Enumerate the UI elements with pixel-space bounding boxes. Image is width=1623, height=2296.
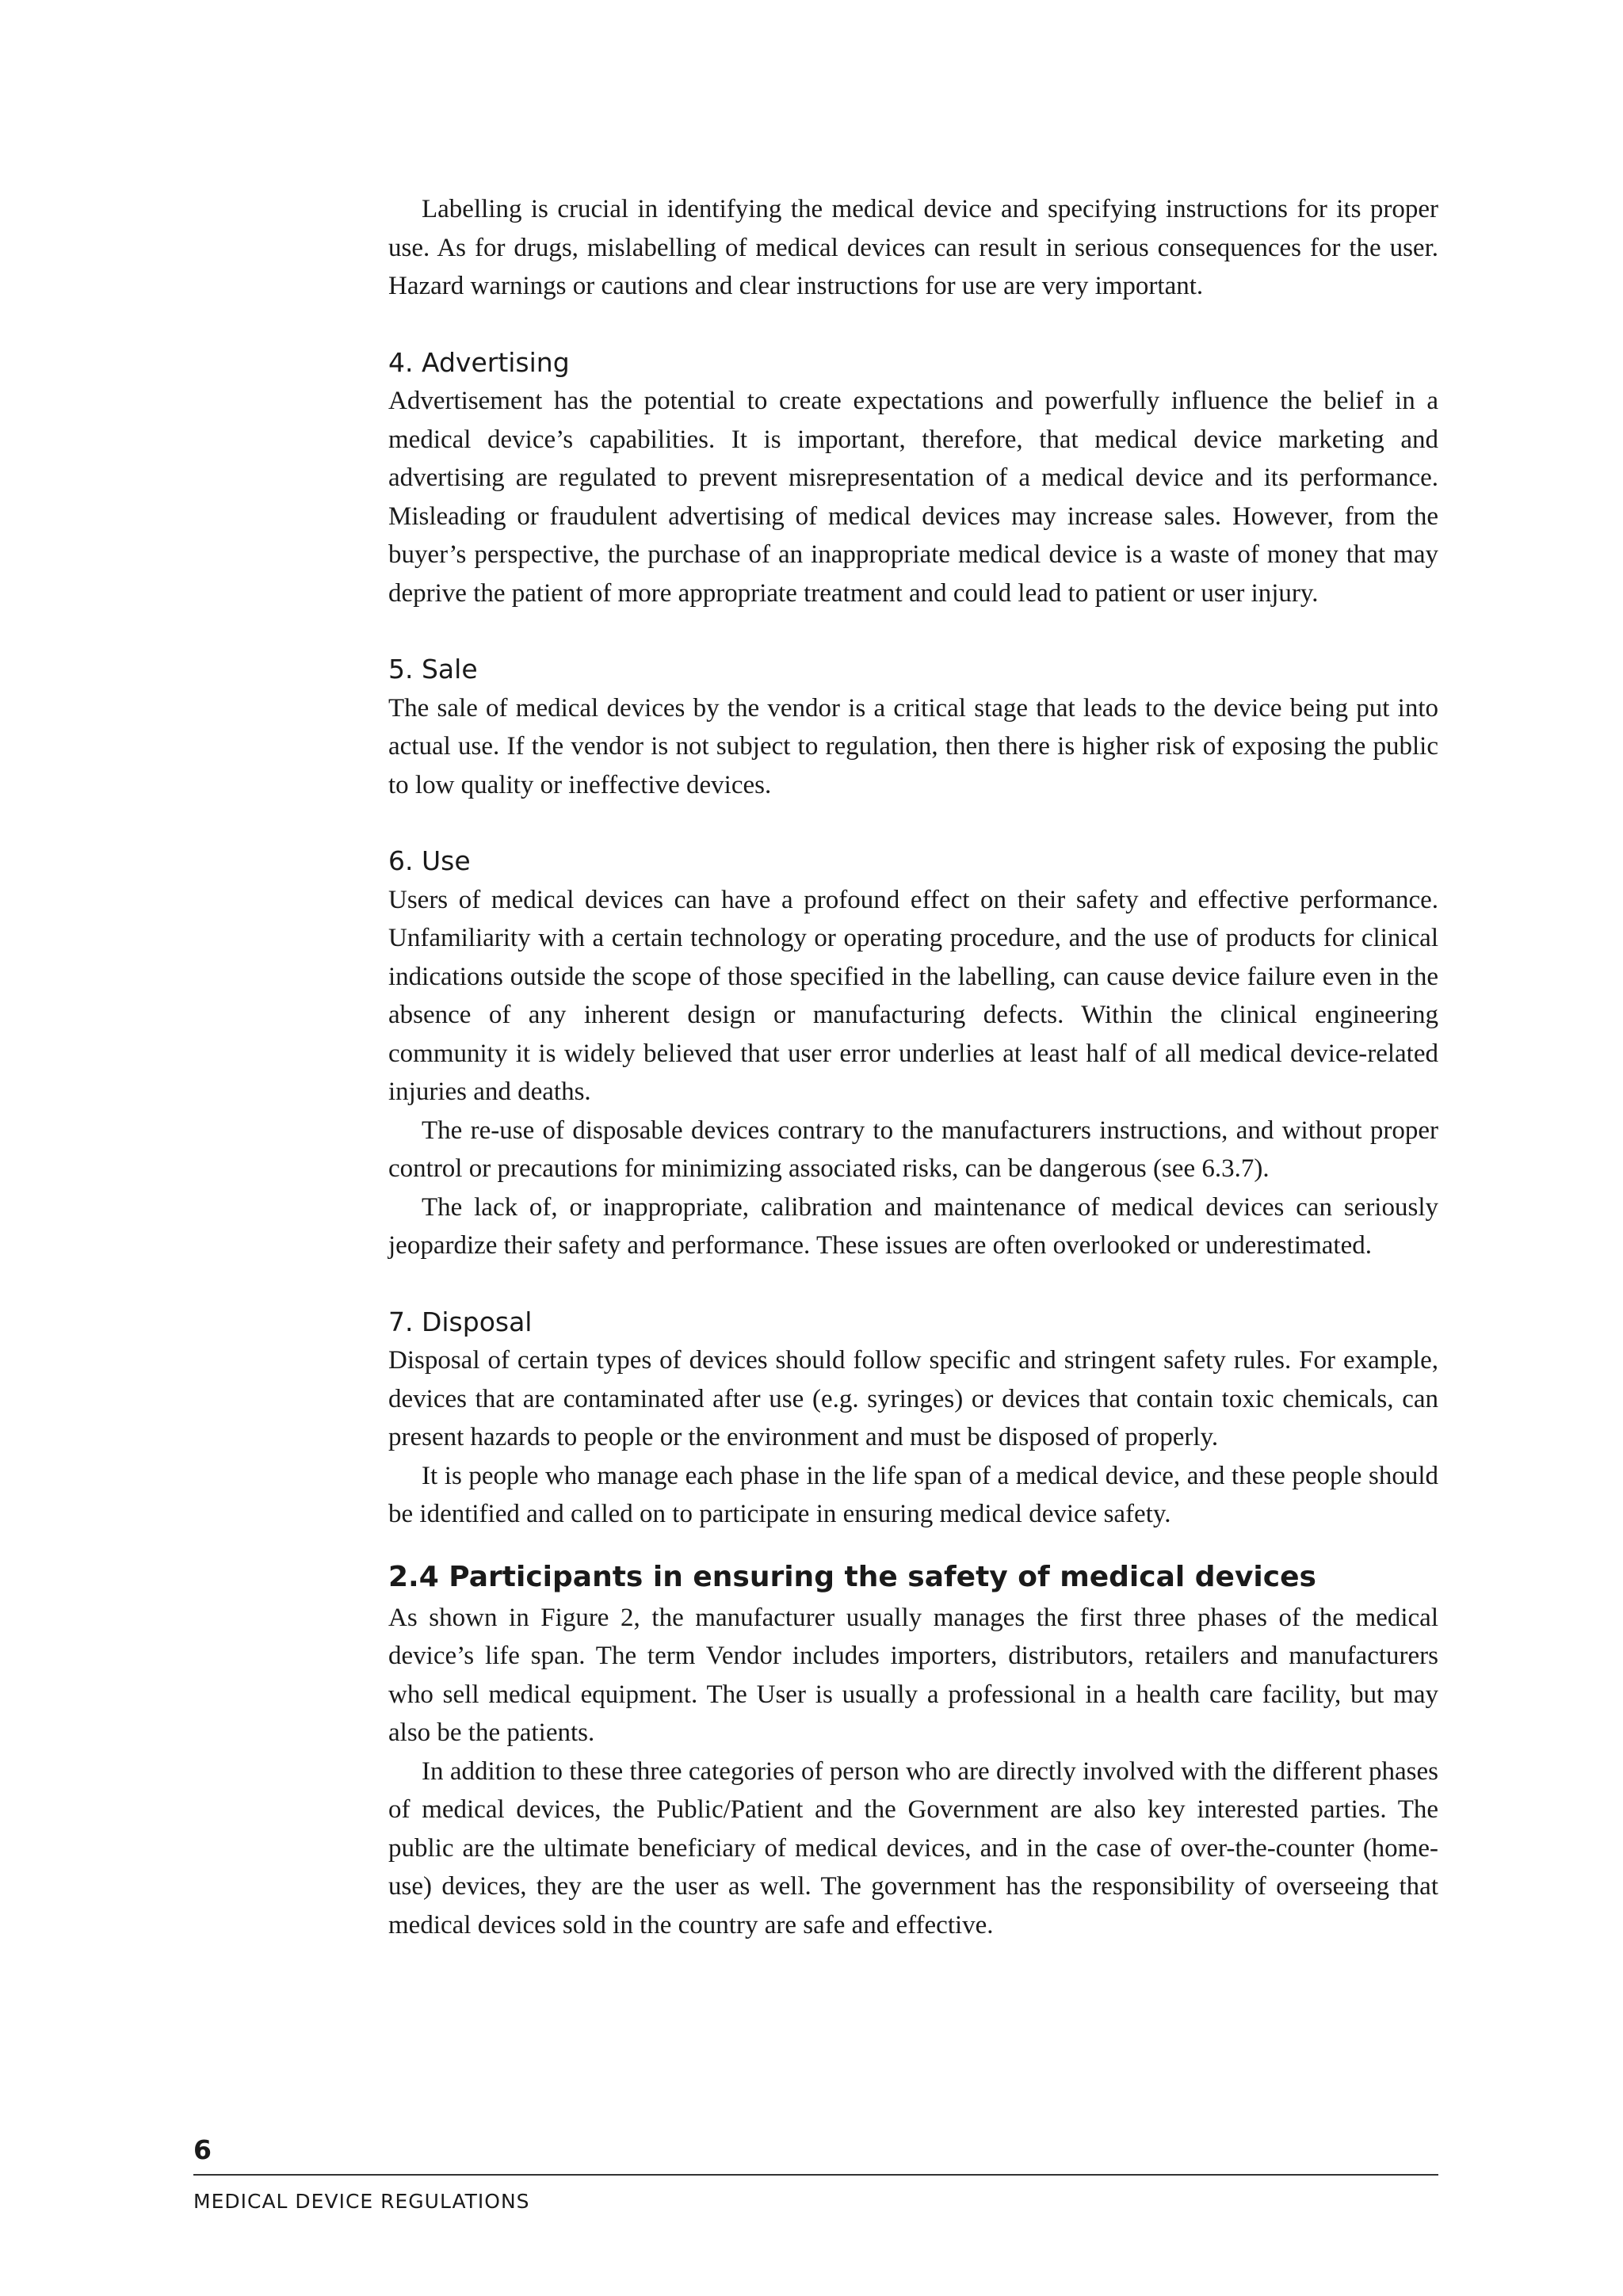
- use-paragraph: The lack of, or inappropriate, calibration and maintenance of medical devices can seriously jeopardize their safety and performance. These issues are often overlooked or underestimated.: [388, 1192, 1438, 1260]
- section-paragraph: As shown in Figure 2, the manufacturer usually manages the first three phases of the medical device’s life span. The term Vendor includes importers, distributors, retailers and manufacturers who sell medical equipment. The User is usually a professional in a health care facility, but may also be the patients.: [388, 1603, 1438, 1747]
- footer-divider: [193, 2174, 1438, 2176]
- page-number: 6: [193, 2134, 212, 2165]
- use-paragraph: The re-use of disposable devices contrary to the manufacturers instructions, and without proper control or precautions for minimizing associated risks, can be dangerous (see 6.3.7).: [388, 1116, 1438, 1183]
- section-paragraph: In addition to these three categories of person who are directly involved with the different phases of medical devices, the Public/Patient and the Government are also key interested parties. The public are the ultimate beneficiary of medical devices, and in the case of over-the-counter (home-use) devices, they are the user as well. The government has the responsibility of overseeing that medical devices sold in the country are safe and effective.: [388, 1756, 1438, 1939]
- disposal-paragraph: It is people who manage each phase in the life span of a medical device, and these people should be identified and called on to participate in ensuring medical device safety.: [388, 1461, 1438, 1528]
- labelling-paragraph: Labelling is crucial in identifying the medical device and specifying instructions for its proper use. As for drugs, mislabelling of medical devices can result in serious consequences for the user. Hazard warnings or cautions and clear instructions for use are very important.: [388, 195, 1438, 300]
- section-heading: 2.4 Participants in ensuring the safety of medical devices: [388, 1560, 1316, 1593]
- sale-paragraph: The sale of medical devices by the vendor is a critical stage that leads to the device being put into actual use. If the vendor is not subject to regulation, then there is higher risk of exposing the public to low quality or ineffective devices.: [388, 693, 1438, 799]
- disposal-paragraph: Disposal of certain types of devices should follow specific and stringent safety rules. For example, devices that are contaminated after use (e.g. syringes) or devices that contain toxic chemicals, can present hazards to people or the environment and must be disposed of properly.: [388, 1346, 1438, 1451]
- advertising-heading: 4. Advertising: [388, 346, 570, 378]
- running-title: MEDICAL DEVICE REGULATIONS: [193, 2190, 530, 2213]
- sale-heading: 5. Sale: [388, 654, 478, 685]
- use-paragraph: Users of medical devices can have a profound effect on their safety and effective performance. Unfamiliarity with a certain technology or operating procedure, and the use of products for clinical indications outside the scope of those specified in the labelling, can cause device failure even in the absence of any inherent design or manufacturing defects. Within the clinical engineering community it is widely believed that user error underlies at least half of all medical device-related injuries and deaths.: [388, 885, 1438, 1106]
- advertising-paragraph: Advertisement has the potential to create expectations and powerfully influence the belief in a medical device’s capabilities. It is important, therefore, that medical device marketing and advertising are regulated to prevent misrepresentation of a medical device and its performance. Misleading or fraudulent advertising of medical devices may increase sales. However, from the buyer’s perspective, the purchase of an inappropriate medical device is a waste of money that may deprive the patient of more appropriate treatment and could lead to patient or user injury.: [388, 387, 1438, 608]
- page-body: [388, 190, 1438, 1944]
- disposal-heading: 7. Disposal: [388, 1306, 533, 1337]
- use-heading: 6. Use: [388, 845, 471, 876]
